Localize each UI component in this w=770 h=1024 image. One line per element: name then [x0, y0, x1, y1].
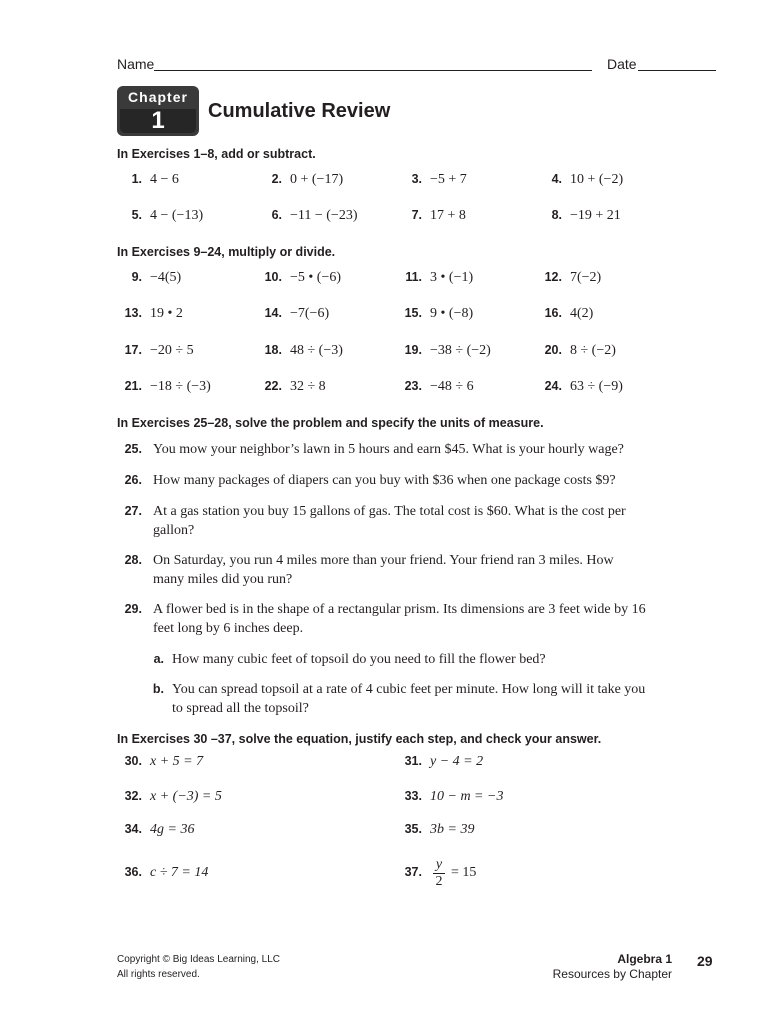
exercise-number: 36. [124, 865, 142, 879]
exercise-equation: 10 − m = −3 [430, 789, 504, 804]
exercise-16 [532, 306, 593, 322]
section-instruction-equations: In Exercises 30 –37, solve the equation, justify each step, and check your answer. [117, 732, 602, 746]
exercise-number: 21. [124, 379, 142, 393]
exercise-expression: 3 • (−1) [430, 270, 474, 285]
exercise-expression: 4 − 6 [150, 172, 179, 187]
exercise-number: 9. [131, 270, 142, 284]
fraction-denominator: 2 [435, 874, 443, 889]
exercise-26-number: 26. [124, 473, 142, 487]
exercise-equation: 4g = 36 [150, 822, 195, 837]
exercise-18 [252, 343, 343, 359]
exercise-expression: −5 • (−6) [290, 270, 342, 285]
chapter-number-box [120, 109, 196, 133]
exercise-29a-text: How many cubic feet of topsoil do you need to fill the flower bed? [172, 652, 546, 667]
exercise-expression: −7(−6) [290, 306, 330, 321]
exercise-expression: 4(2) [570, 306, 594, 321]
exercise-7 [392, 208, 466, 224]
exercise-expression: −48 ÷ 6 [430, 379, 474, 394]
exercise-22 [252, 379, 326, 395]
rights-text: All rights reserved. [117, 969, 200, 980]
exercise-17 [112, 343, 194, 359]
exercise-number: 19. [404, 343, 422, 357]
chapter-word: Chapter [128, 89, 188, 105]
exercise-23 [392, 379, 474, 395]
exercise-equation: x + 5 = 7 [150, 754, 204, 769]
exercise-35 [392, 822, 474, 838]
exercise-expression: 19 • 2 [150, 306, 183, 321]
exercise-12 [532, 270, 601, 286]
exercise-number: 32. [124, 789, 142, 803]
exercise-number: 5. [131, 208, 142, 222]
exercise-expression: 8 ÷ (−2) [570, 343, 616, 358]
exercise-28-text: On Saturday, you run 4 miles more than your friend. Your friend ran 3 miles. How many miles did you run? [153, 553, 614, 587]
exercise-10 [252, 270, 341, 286]
section-instruction-word-problems: In Exercises 25–28, solve the problem and specify the units of measure. [117, 416, 544, 430]
book-title: Algebra 1 [617, 952, 672, 966]
exercise-20 [532, 343, 616, 359]
page-title: Cumulative Review [208, 100, 391, 122]
exercise-6 [252, 208, 358, 224]
exercise-number: 3. [411, 172, 422, 186]
exercise-27-number: 27. [124, 504, 142, 518]
exercise-expression: −20 ÷ 5 [150, 343, 194, 358]
exercise-19 [392, 343, 491, 359]
exercise-expression: 48 ÷ (−3) [290, 343, 343, 358]
exercise-29b-text: You can spread topsoil at a rate of 4 cubic feet per minute. How long will it take you to spread all the topsoil? [172, 682, 646, 716]
exercise-24 [532, 379, 623, 395]
exercise-number: 11. [405, 270, 422, 284]
exercise-expression: −5 + 7 [430, 172, 467, 187]
exercise-30 [112, 754, 203, 770]
exercise-number: 16. [544, 306, 562, 320]
exercise-expression: 7(−2) [570, 270, 602, 285]
exercise-number: 23. [404, 379, 422, 393]
exercise-31 [392, 754, 483, 770]
exercise-expression: −18 ÷ (−3) [150, 379, 211, 394]
exercise-equation: 3b = 39 [430, 822, 475, 837]
copyright-text: Copyright © Big Ideas Learning, LLC [117, 954, 281, 965]
date-label: Date [607, 56, 637, 72]
exercise-number: 6. [271, 208, 282, 222]
exercise-number: 22. [264, 379, 282, 393]
exercise-37-fraction [432, 857, 446, 890]
exercise-expression: 32 ÷ 8 [290, 379, 326, 394]
exercise-29-text: A flower bed is in the shape of a rectangular prism. Its dimensions are 3 feet wide by 16 feet long by 6 inches deep. [153, 602, 646, 636]
exercise-37 [392, 865, 430, 881]
section-instruction-add-subtract: In Exercises 1–8, add or subtract. [117, 147, 316, 161]
exercise-3 [392, 172, 467, 188]
exercise-33 [392, 789, 503, 805]
exercise-25-text: You mow your neighbor’s lawn in 5 hours and earn $45. What is your hourly wage? [153, 442, 624, 457]
exercise-expression: 17 + 8 [430, 208, 466, 223]
exercise-9 [112, 270, 181, 286]
chapter-badge [117, 86, 199, 136]
chapter-number: 1 [151, 107, 165, 134]
exercise-27-text: At a gas station you buy 15 gallons of gas. The total cost is $60. What is the cost per gallon? [153, 504, 626, 538]
page-number: 29 [697, 953, 713, 969]
exercise-26-text: How many packages of diapers can you buy with $36 when one package costs $9? [153, 473, 616, 488]
exercise-number: 2. [271, 172, 282, 186]
date-line[interactable] [638, 70, 716, 71]
exercise-number: 30. [124, 754, 142, 768]
exercise-number: 12. [544, 270, 562, 284]
exercise-number: 20. [544, 343, 562, 357]
exercise-number: 24. [544, 379, 562, 393]
exercise-34 [112, 822, 194, 838]
exercise-number: 10. [264, 270, 282, 284]
exercise-expression: 63 ÷ (−9) [570, 379, 623, 394]
exercise-number: 7. [411, 208, 422, 222]
exercise-8 [532, 208, 621, 224]
exercise-1 [112, 172, 179, 188]
section-instruction-multiply-divide: In Exercises 9–24, multiply or divide. [117, 245, 336, 259]
exercise-21 [112, 379, 211, 395]
exercise-expression: 9 • (−8) [430, 306, 474, 321]
exercise-expression: 4 − (−13) [150, 208, 204, 223]
exercise-number: 8. [551, 208, 562, 222]
exercise-number: 18. [264, 343, 282, 357]
exercise-32 [112, 789, 222, 805]
exercise-number: 14. [264, 306, 282, 320]
exercise-number: 17. [124, 343, 142, 357]
exercise-29a-letter: a. [153, 652, 164, 666]
exercise-13 [112, 306, 183, 322]
exercise-number: 4. [551, 172, 562, 186]
exercise-37-rest: = 15 [451, 865, 477, 880]
exercise-11 [392, 270, 473, 286]
exercise-29-number: 29. [124, 602, 142, 616]
exercise-expression: −11 − (−23) [290, 208, 358, 223]
exercise-expression: −4(5) [150, 270, 182, 285]
exercise-number: 15. [404, 306, 422, 320]
exercise-number: 33. [404, 789, 422, 803]
name-label: Name [117, 56, 155, 72]
exercise-equation: c ÷ 7 = 14 [150, 865, 209, 880]
name-line[interactable] [154, 70, 592, 71]
exercise-2 [252, 172, 343, 188]
exercise-28-number: 28. [124, 553, 142, 567]
exercise-number: 34. [124, 822, 142, 836]
exercise-29b-letter: b. [152, 682, 164, 696]
exercise-expression: −19 + 21 [570, 208, 621, 223]
exercise-14 [252, 306, 329, 322]
exercise-expression: −38 ÷ (−2) [430, 343, 491, 358]
exercise-4 [532, 172, 623, 188]
exercise-number: 1. [131, 172, 142, 186]
exercise-equation: y − 4 = 2 [430, 754, 484, 769]
exercise-5 [112, 208, 203, 224]
exercise-equation: x + (−3) = 5 [150, 789, 222, 804]
exercise-25-number: 25. [124, 442, 142, 456]
exercise-number: 37. [404, 865, 422, 879]
exercise-expression: 10 + (−2) [570, 172, 624, 187]
resource-title: Resources by Chapter [552, 967, 672, 981]
fraction-numerator: y [435, 857, 443, 872]
exercise-15 [392, 306, 473, 322]
exercise-number: 13. [124, 306, 142, 320]
exercise-expression: 0 + (−17) [290, 172, 344, 187]
exercise-number: 35. [404, 822, 422, 836]
exercise-36 [112, 865, 208, 881]
exercise-number: 31. [404, 754, 422, 768]
